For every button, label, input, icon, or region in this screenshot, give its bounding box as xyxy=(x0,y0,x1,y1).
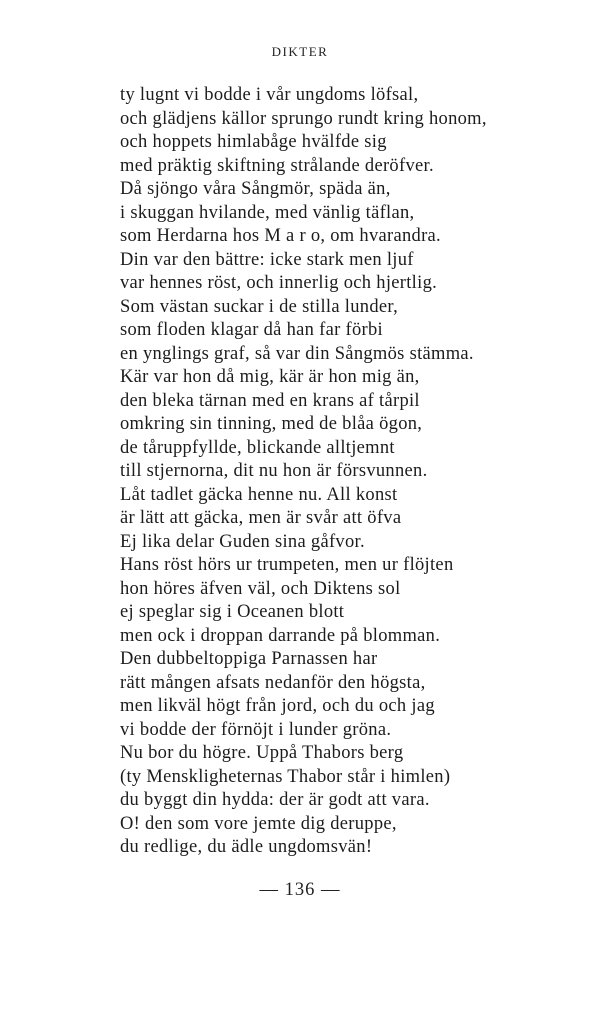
poem-line: hon höres äfven väl, och Diktens sol xyxy=(120,578,401,599)
poem-line: den bleka tärnan med en krans af tårpil xyxy=(120,390,420,411)
poem-line: Hans röst hörs ur trumpeten, men ur flöjten xyxy=(120,555,454,575)
poem-line: ej speglar sig i Oceanen blott xyxy=(120,602,345,622)
poem-line: men likväl högt från jord, och du och jag xyxy=(120,696,435,716)
poem-line: men ock i droppan darrande på blomman. xyxy=(120,625,441,646)
poem-body xyxy=(120,84,580,860)
poem-line: i skuggan hvilande, med vänlig täflan, xyxy=(120,202,415,223)
poem-line: är lätt att gäcka, men är svår att öfva xyxy=(120,508,402,528)
poem-line: vi bodde der förnöjt i lunder gröna. xyxy=(120,719,392,740)
poem-line: en ynglings graf, så var din Sångmös stämma. xyxy=(120,343,474,364)
poem-line: Låt tadlet gäcka henne nu. All konst xyxy=(120,484,398,505)
poem-line: Som västan suckar i de stilla lunder, xyxy=(120,296,399,317)
poem-line: Kär var hon då mig, kär är hon mig än, xyxy=(120,367,420,387)
poem-line: som floden klagar då han far förbi xyxy=(120,320,383,340)
poem-line: och glädjens källor sprungo rundt kring honom, xyxy=(120,108,487,129)
poem-line: och hoppets himlabåge hvälfde sig xyxy=(120,132,387,152)
poem-line: ty lugnt vi bodde i vår ungdoms löfsal, xyxy=(120,85,419,105)
running-title: DIKTER xyxy=(271,44,329,59)
poem-line: (ty Menskligheternas Thabor står i himlen) xyxy=(120,766,451,787)
poem-line: var hennes röst, och innerlig och hjertlig. xyxy=(120,273,438,293)
poem-line: O! den som vore jemte dig deruppe, xyxy=(120,813,397,834)
poem-line: med präktig skiftning strålande deröfver. xyxy=(120,155,434,176)
poem-line: Då sjöngo våra Sångmör, späda än, xyxy=(120,179,391,199)
page-number: — 136 — xyxy=(259,880,341,900)
poem-line: till stjernorna, dit nu hon är försvunnen. xyxy=(120,461,428,481)
poem-line: Nu bor du högre. Uppå Thabors berg xyxy=(120,743,404,763)
poem-line: du byggt din hydda: der är godt att vara. xyxy=(120,790,430,810)
poem-line: rätt mången afsats nedanför den högsta, xyxy=(120,672,426,693)
poem-line: Den dubbeltoppiga Parnassen har xyxy=(120,649,378,669)
poem-line: du redlige, du ädle ungdomsvän! xyxy=(120,837,373,857)
poem-line: de tåruppfyllde, blickande alltjemnt xyxy=(120,437,395,458)
poem-line: som Herdarna hos M a r o, om hvarandra. xyxy=(120,226,441,246)
poem-line: omkring sin tinning, med de blåa ögon, xyxy=(120,414,423,434)
poem-line: Din var den bättre: icke stark men ljuf xyxy=(120,249,414,270)
poem-line: Ej lika delar Guden sina gåfvor. xyxy=(120,531,365,552)
